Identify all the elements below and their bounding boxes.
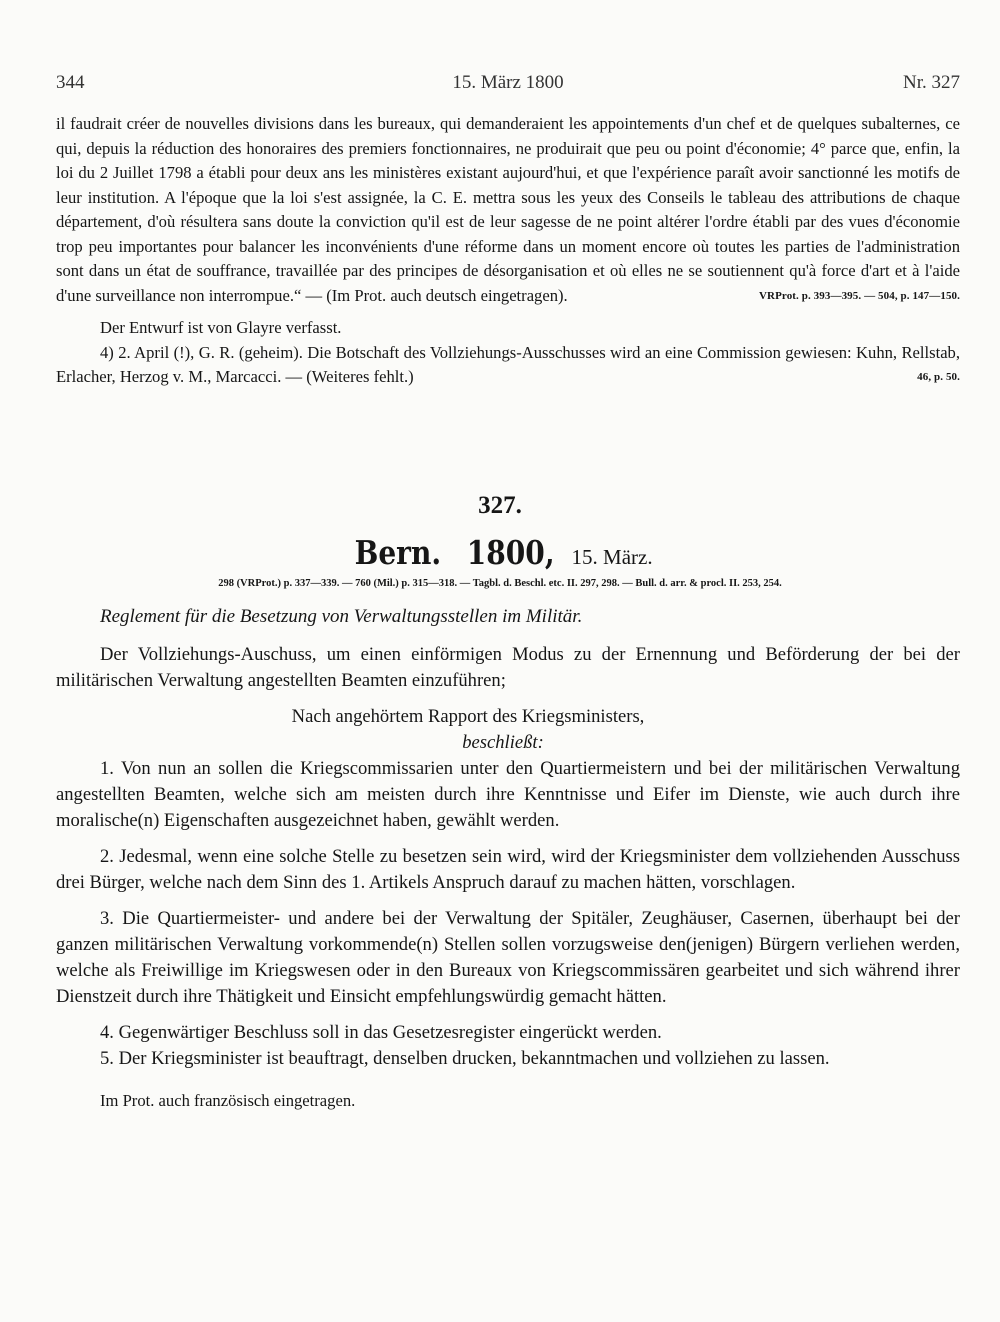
article-3: 3. Die Quartiermeister- und andere bei der Verwaltung der Spitäler, Zeughäuser, Casernen, überhaupt bei der ganzen militärischen Verwaltung vorkommende(n) Stellen sollen vorzugsweise den(jenigen) Bürgern verliehen werden, welche als Freiwillige im Kriegswesen oder in den Bureaux von Kriegscommissären gearbeitet und sich während ihrer Dienstzeit durch ihre Thätigkeit und Einsicht empfehlungswürdig gemacht hätten. [56, 908, 960, 1007]
header-date: 15. März 1800 [452, 72, 564, 93]
entry-body [56, 642, 960, 1114]
preamble: Der Vollziehungs-Auschuss, um einen einförmigen Modus zu der Ernennung und Beförderung der bei der militärischen Verwaltung angestellten Beamten einzuführen; [56, 644, 960, 691]
header-doc-number: Nr. 327 [903, 72, 960, 93]
french-reference: VRProt. p. 393—395. — 504, p. 147—150. [759, 289, 960, 302]
previous-entry [56, 112, 960, 390]
item4-paragraph [56, 341, 960, 390]
entry-place-date [0, 530, 1000, 579]
french-text: il faudrait créer de nouvelles divisions dans les bureaux, qui demanderaient les appointements d'un chef et de quelques subalternes, ce qui, depuis la réduction des honoraires des premiers fonctionnaires, ne produirait que peu ou point d'économie; 4° parce que, enfin, la loi du 2 Juillet 1798 a établi pour deux ans les ministères existant aujourd'hui, et que l'expérience paraît avoir sanctionné les motifs de leur institution. A l'époque que la loi s'est assignée, la C. E. mettra sous les yeux des Conseils le tableau des attributions de chaque département, d'où résultera sans doute la conviction qu'il est de leur sagesse de ne point altérer l'ordre établi par des vues d'économie trop peu importantes pour balancer les inconvénients d'une réforme dans un moment encore où toutes les parties de l'administration sont dans un état de souffrance, travaillée par des principes de désorganisation et où elles ne se soutiennent qu'à force d'art et à l'aide d'une surveillance non interrompue.“ — (Im Prot. auch deutsch eingetragen). [56, 114, 960, 305]
article-5: 5. Der Kriegsminister ist beauftragt, denselben drucken, bekanntmachen und vollziehen zu lassen. [100, 1048, 830, 1069]
french-text-paragraph [56, 112, 960, 308]
article-1: 1. Von nun an sollen die Kriegscommissarien unter den Quartiermeistern und bei der militärischen Verwaltung angestellten Beamten, welche sich am meisten durch ihre Kenntnisse und Eifer im Dienste, wie auch durch ihre moralische(n) Eigenschaften ausgezeichnet haben, gewählt werden. [56, 758, 960, 831]
article-4: 4. Gegenwärtiger Beschluss soll in das Gesetzesregister eingerückt werden. [100, 1022, 662, 1043]
entry-date: 15. März. [571, 545, 653, 569]
entry-sources: 298 (VRProt.) p. 337—339. — 760 (Mil.) p. 315—318. — Tagbl. d. Beschl. etc. II. 297, 298. — Bull. d. arr. & procl. II. 253, 254. [218, 578, 782, 589]
entry-number: 327. [478, 492, 522, 519]
author-note: Der Entwurf ist von Glayre verfasst. [100, 318, 342, 337]
entry-title: Reglement für die Besetzung von Verwaltungsstellen im Militär. [100, 606, 583, 627]
page-number: 344 [56, 72, 85, 93]
item4-reference: 46, p. 50. [917, 371, 960, 383]
rapport-line: Nach angehörtem Rapport des Kriegsministers, [291, 706, 645, 727]
item4-text: 4) 2. April (!), G. R. (geheim). Die Botschaft des Vollziehungs-Ausschusses wird an eine Commission gewiesen: Kuhn, Rellstab, Erlacher, Herzog v. M., Marcacci. — (Weiteres fehlt.) [56, 342, 960, 386]
article-2: 2. Jedesmal, wenn eine solche Stelle zu besetzen sein wird, wird der Kriegsminister dem vollziehenden Ausschuss drei Bürger, welche nach dem Sinn des 1. Artikels Anspruch darauf zu machen hätten, vorschlagen. [56, 846, 960, 893]
page-header [56, 72, 960, 96]
entry-year: 1800, [466, 533, 555, 572]
resolves-line: beschließt: [462, 732, 544, 753]
entry-place: Bern. [355, 533, 442, 572]
closing-note: Im Prot. auch französisch eingetragen. [100, 1091, 356, 1110]
